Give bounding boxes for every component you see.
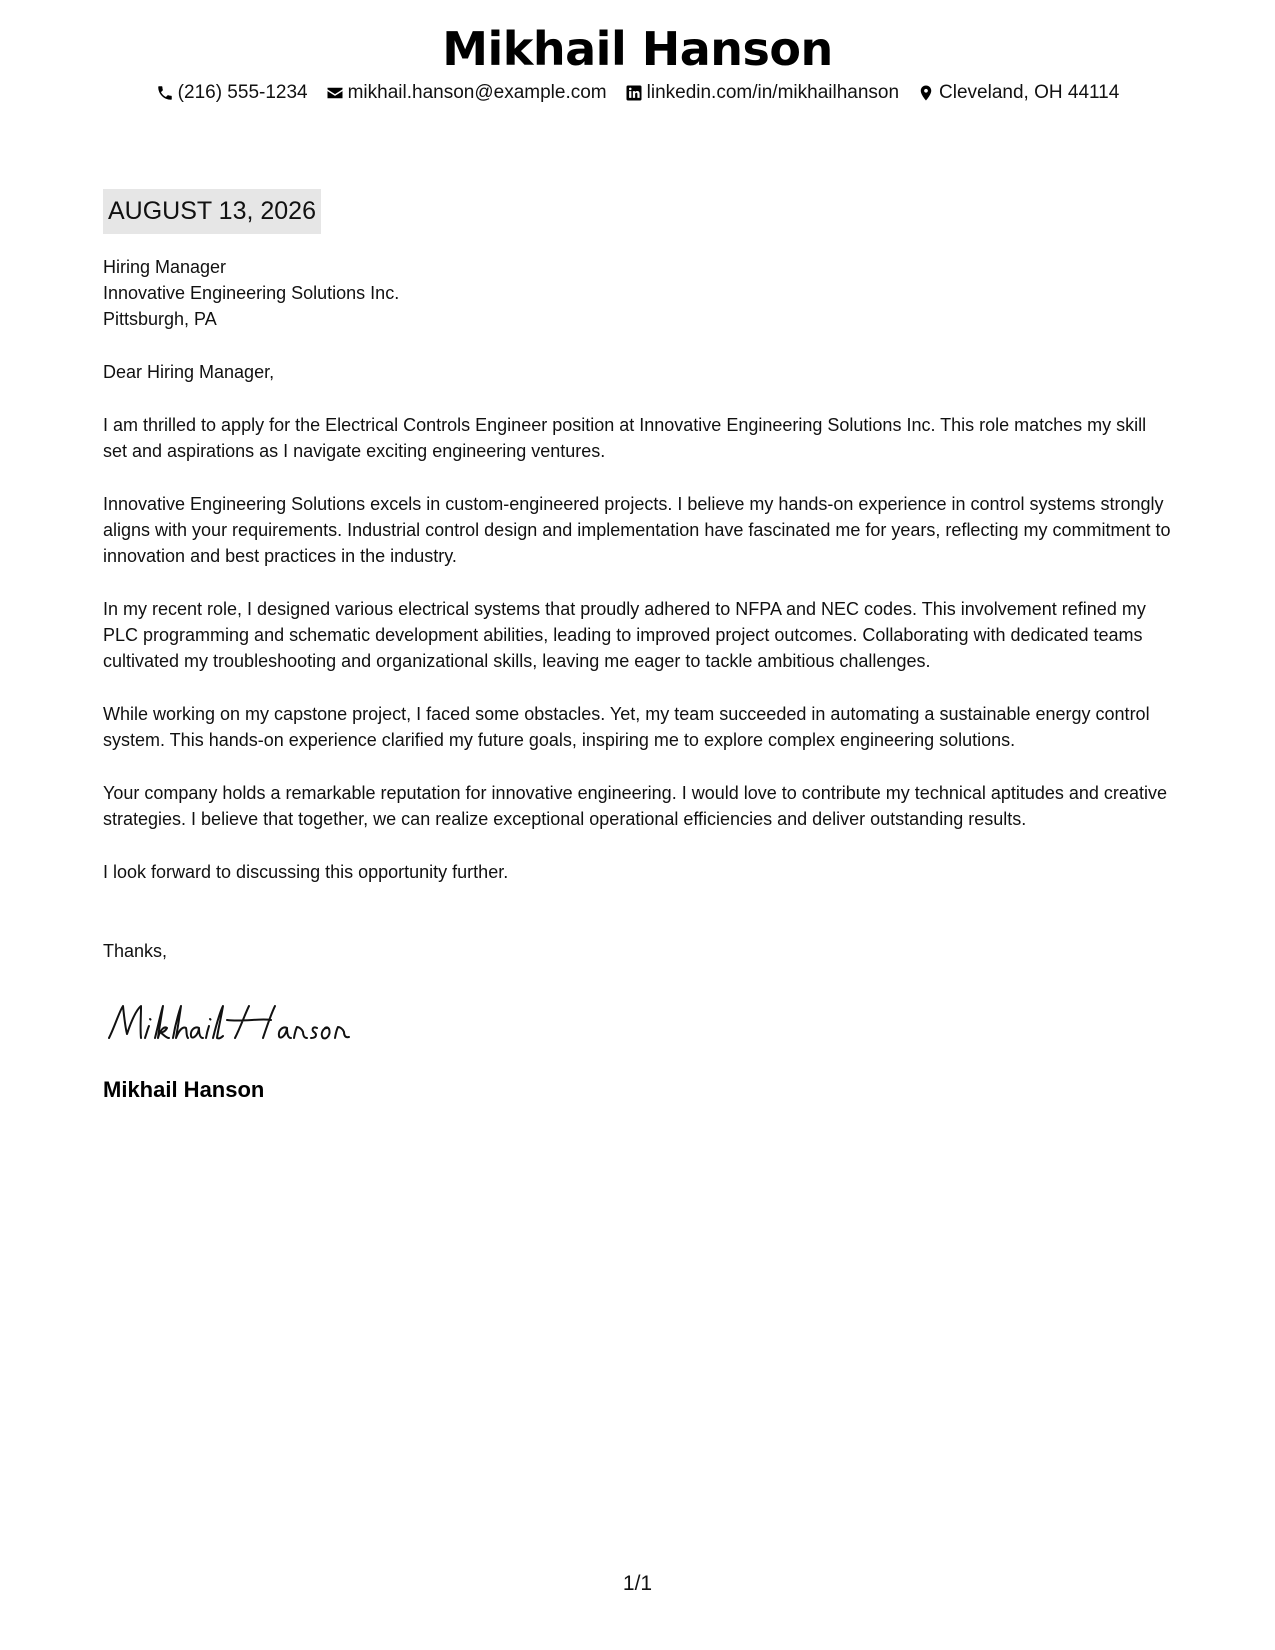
letter-body bbox=[103, 189, 1173, 1105]
map-pin-icon bbox=[917, 84, 935, 102]
page-number: 1/1 bbox=[622, 1572, 653, 1595]
contact-email[interactable] bbox=[326, 80, 607, 106]
linkedin-icon bbox=[625, 84, 643, 102]
letter-header bbox=[0, 18, 1275, 106]
signer-name: Mikhail Hanson bbox=[103, 1077, 265, 1102]
paragraph-contribution: Your company holds a remarkable reputation for innovative engineering. I would love to contribute my technical aptitudes and creative strategies. I believe that together, we can realize exceptional operational efficiencies and deliver outstanding results. bbox=[103, 783, 1167, 829]
handwritten-signature bbox=[103, 998, 373, 1048]
recipient-company: Innovative Engineering Solutions Inc. bbox=[103, 283, 400, 303]
paragraph-closing-line: I look forward to discussing this opportunity further. bbox=[103, 862, 509, 882]
contact-location bbox=[917, 80, 1119, 106]
contact-linkedin[interactable] bbox=[625, 80, 899, 106]
closing: Thanks, bbox=[103, 941, 168, 961]
letter-date: AUGUST 13, 2026 bbox=[103, 189, 321, 234]
applicant-name: Mikhail Hanson bbox=[442, 22, 833, 76]
paragraph-company-fit: Innovative Engineering Solutions excels in custom-engineered projects. I believe my hands-on experience in control systems strongly aligns with your requirements. Industrial control design and implementation have fascinated me for years, reflecting my commitment to innovation and best practices in the industry. bbox=[103, 494, 1171, 566]
recipient-location: Pittsburgh, PA bbox=[103, 309, 217, 329]
recipient-title: Hiring Manager bbox=[103, 257, 227, 277]
contact-phone bbox=[156, 80, 308, 106]
recipient-block bbox=[103, 254, 1173, 332]
envelope-icon bbox=[326, 84, 344, 102]
paragraph-intro: I am thrilled to apply for the Electrical Controls Engineer position at Innovative Engineering Solutions Inc. This role matches my skill set and aspirations as I navigate exciting engineering ventures. bbox=[103, 415, 1147, 461]
contact-bar bbox=[0, 80, 1275, 106]
linkedin-text[interactable]: linkedin.com/in/mikhailhanson bbox=[646, 82, 900, 103]
phone-text: (216) 555-1234 bbox=[177, 82, 308, 103]
paragraph-capstone: While working on my capstone project, I faced some obstacles. Yet, my team succeeded in automating a sustainable energy control system. This hands-on experience clarified my future goals, inspiring me to explore complex engineering solutions. bbox=[103, 704, 1150, 750]
paragraph-experience: In my recent role, I designed various electrical systems that proudly adhered to NFPA and NEC codes. This involvement refined my PLC programming and schematic development abilities, leading to improved project outcomes. Collaborating with dedicated teams cultivated my troubleshooting and organizational skills, leaving me eager to tackle ambitious challenges. bbox=[103, 599, 1146, 671]
location-text: Cleveland, OH 44114 bbox=[939, 82, 1120, 103]
salutation: Dear Hiring Manager, bbox=[103, 362, 275, 382]
signature-text: Mikhail Hanson bbox=[103, 998, 110, 999]
phone-icon bbox=[156, 84, 174, 102]
email-text[interactable]: mikhail.hanson@example.com bbox=[347, 82, 607, 103]
